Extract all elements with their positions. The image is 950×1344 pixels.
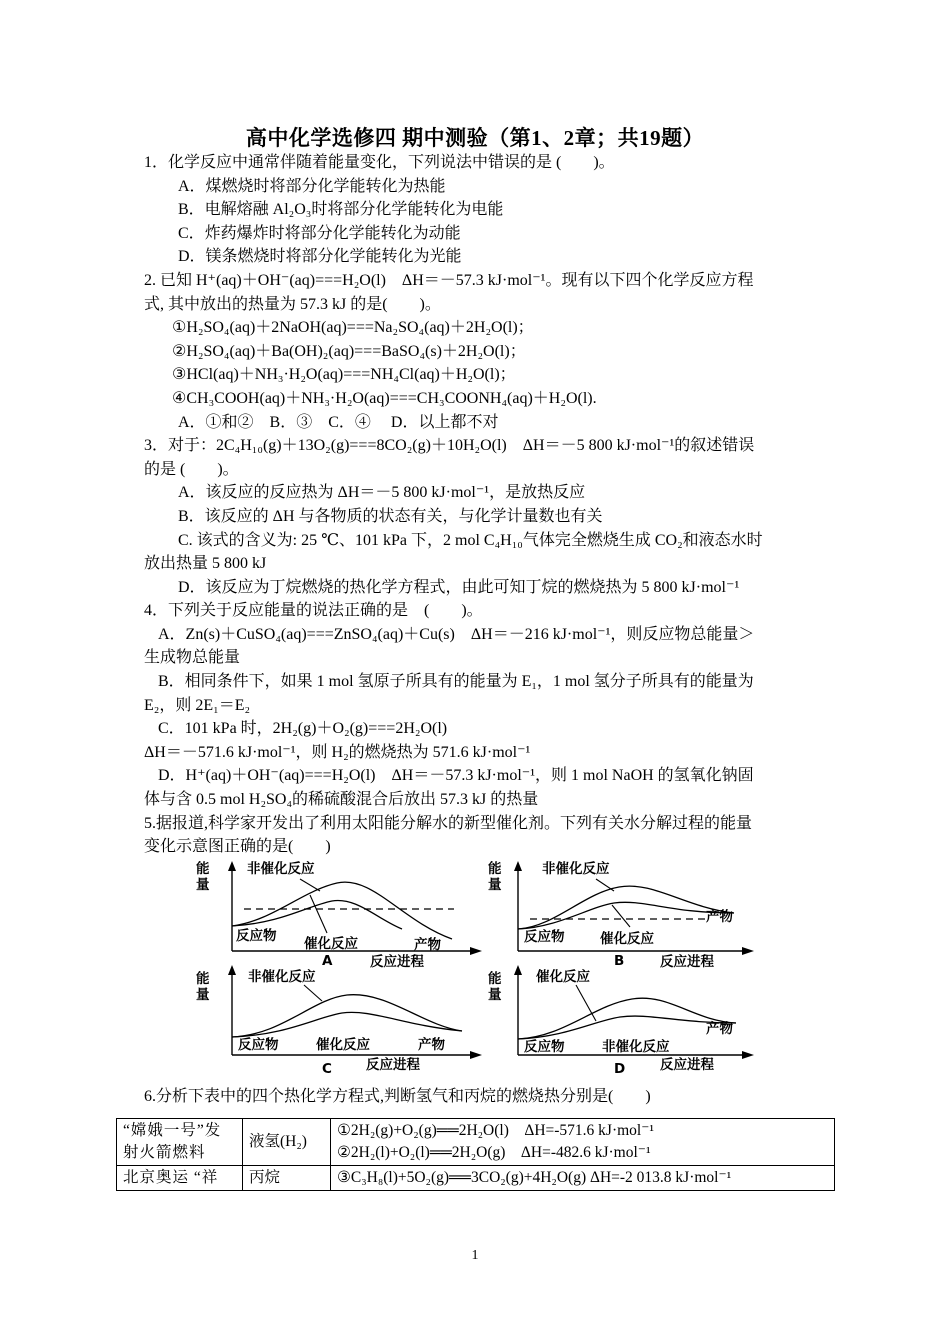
- product-label: 产物: [706, 1020, 733, 1037]
- page-number: 1: [471, 1248, 479, 1263]
- fig-label-c: C: [322, 1060, 332, 1077]
- q2-equation-4: ④CH₃COOH(aq)＋NH₃·H₂O(aq)===CH₃COONH₄(aq)＋H₂O(l).: [172, 389, 597, 407]
- q2-equation-3: ③HCl(aq)＋NH₃·H₂O(aq)===NH₄Cl(aq)＋H₂O(l)；: [172, 366, 516, 384]
- q2-stem-line2: 式, 其中放出的热量为 57.3 kJ 的是( )。: [144, 295, 441, 313]
- q3-option-c-line2: 放出热量 5 800 kJ: [144, 555, 267, 573]
- energy-diagram-c: [192, 965, 502, 1075]
- product-label: 产物: [706, 908, 733, 925]
- q1-option-d: D．镁条燃烧时将部分化学能转化为光能: [178, 248, 462, 266]
- q3-option-b: B．该反应的 ΔH 与各物质的状态有关，与化学计量数也有关: [178, 507, 603, 525]
- q5-stem-line1: 5.据报道,科学家开发出了利用太阳能分解水的新型催化剂。下列有关水分解过程的能量: [144, 814, 753, 832]
- fig-label-a: A: [322, 952, 333, 969]
- y-axis-label: 量: [488, 986, 502, 1003]
- x-axis-label: 反应进程: [370, 953, 424, 970]
- q4-option-b-line2: E₂，则 2E₁＝E₂: [144, 696, 251, 714]
- q6-stem: 6.分析下表中的四个热化学方程式,判断氢气和丙烷的燃烧热分别是( ): [144, 1087, 651, 1105]
- q3-stem-line1: 3．对于：2C₄H₁₀(g)＋13O₂(g)===8CO₂(g)＋10H₂O(l) ΔH＝－5 800 kJ·mol⁻¹的叙述错误: [144, 437, 755, 455]
- table-row: [117, 1119, 835, 1166]
- fig-label-b: B: [614, 952, 625, 969]
- y-axis-label: 能: [488, 970, 502, 987]
- cat-label: 催化反应: [600, 930, 654, 947]
- q1-option-c: C．炸药爆炸时将部分化学能转化为动能: [178, 224, 461, 242]
- energy-diagram-b: [484, 861, 794, 971]
- energy-diagram-a: [192, 861, 502, 971]
- q1-stem: 1．化学反应中通常伴随着能量变化，下列说法中错误的是 ( )。: [144, 154, 615, 171]
- reactant-label: 反应物: [524, 1038, 565, 1055]
- x-axis-label: 反应进程: [366, 1056, 420, 1073]
- y-axis-label: 能: [196, 860, 210, 877]
- cat-label: 催化反应: [316, 1036, 370, 1053]
- equation-3: ③C₃H₈(l)+5O₂(g)══3CO₂(g)+4H₂O(g) ΔH=-2 013.8 kJ·mol⁻¹: [331, 1166, 835, 1191]
- y-axis-label: 能: [488, 860, 502, 877]
- table-cell: 北京奥运 “祥: [117, 1166, 243, 1191]
- equation-1: ①2H₂(g)+O₂(g)══2H₂O(l) ΔH=-571.6 kJ·mol⁻¹: [337, 1122, 655, 1139]
- energy-diagrams: [144, 861, 810, 1077]
- question-list: [144, 151, 810, 1108]
- cat-label: 催化反应: [536, 968, 590, 985]
- y-axis-label: 量: [196, 986, 210, 1003]
- cat-label: 催化反应: [304, 935, 358, 952]
- page-title: 高中化学选修四 期中测验（第1、2章；共19题）: [245, 126, 705, 150]
- fig-label-d: D: [614, 1060, 626, 1077]
- q4-option-d-line1: D．H⁺(aq)＋OH⁻(aq)===H₂O(l) ΔH＝－57.3 kJ·mol⁻¹，则 1 mol NaOH 的氢氧化钠固: [158, 767, 754, 785]
- q2-equation-1: ①H₂SO₄(aq)＋2NaOH(aq)===Na₂SO₄(aq)＋2H₂O(l)；: [172, 319, 534, 337]
- q3-option-c-line1: C. 该式的含义为: 25 ℃、101 kPa 下，2 mol C₄H₁₀气体完全燃烧生成 CO₂和液态水时: [178, 531, 763, 549]
- y-axis-label: 量: [196, 876, 210, 893]
- equation-2: ②2H₂(l)+O₂(l)══2H₂O(g) ΔH=-482.6 kJ·mol⁻¹: [337, 1144, 651, 1161]
- table-row: [117, 1166, 835, 1191]
- q4-option-a-line1: A．Zn(s)＋CuSO₄(aq)===ZnSO₄(aq)＋Cu(s) ΔH＝－216 kJ·mol⁻¹，则反应物总能量＞: [158, 625, 755, 643]
- q1-option-b: B．电解熔融 Al₂O₃时将部分化学能转化为电能: [178, 201, 504, 219]
- q4-option-b-line1: B．相同条件下，如果 1 mol 氢原子所具有的能量为 E₁，1 mol 氢分子所具有的能量为: [158, 673, 754, 691]
- noncat-label: 非催化反应: [247, 860, 315, 877]
- reactant-label: 反应物: [524, 928, 565, 945]
- q2-stem-line1: 2. 已知 H⁺(aq)＋OH⁻(aq)===H₂O(l) ΔH＝－57.3 kJ·mol⁻¹。现有以下四个化学反应方程: [144, 271, 754, 289]
- table-cell: “嫦娥一号”发射火箭燃料: [117, 1119, 243, 1166]
- energy-diagram-d: [484, 965, 794, 1075]
- q4-stem: 4．下列关于反应能量的说法正确的是 ( )。: [144, 602, 483, 620]
- table-cell: 丙烷: [243, 1166, 331, 1191]
- y-axis-label: 量: [488, 876, 502, 893]
- table-cell: 液氢(H₂): [243, 1119, 331, 1166]
- x-axis-label: 反应进程: [660, 1056, 714, 1073]
- q3-option-a: A．该反应的反应热为 ΔH＝－5 800 kJ·mol⁻¹，是放热反应: [178, 484, 586, 502]
- q4-option-c-line1: C．101 kPa 时，2H₂(g)＋O₂(g)===2H₂O(l): [158, 720, 448, 738]
- product-label: 产物: [418, 1036, 445, 1053]
- q3-option-d: D．该反应为丁烷燃烧的热化学方程式，由此可知丁烷的燃烧热为 5 800 kJ·mol⁻¹: [178, 578, 740, 596]
- q4-option-c-line2: ΔH＝－571.6 kJ·mol⁻¹，则 H₂的燃烧热为 571.6 kJ·mol⁻¹: [144, 743, 531, 761]
- noncat-label: 非催化反应: [248, 968, 316, 985]
- q6-table: [116, 1118, 835, 1191]
- x-axis-label: 反应进程: [660, 953, 714, 970]
- noncat-label: 非催化反应: [602, 1038, 670, 1055]
- noncat-label: 非催化反应: [542, 860, 610, 877]
- reactant-label: 反应物: [236, 927, 277, 944]
- q4-option-a-line2: 生成物总能量: [144, 649, 241, 667]
- q2-options: A．①和② B．③ C．④ D．以上都不对: [178, 413, 499, 431]
- table-cell: [331, 1119, 835, 1166]
- q4-option-d-line2: 体与含 0.5 mol H₂SO₄的稀硫酸混合后放出 57.3 kJ 的热量: [144, 791, 539, 809]
- y-axis-label: 能: [196, 970, 210, 987]
- product-label: 产物: [414, 936, 441, 953]
- q3-stem-line2: 的是 ( )。: [144, 460, 239, 478]
- q1-option-a: A．煤燃烧时将部分化学能转化为热能: [178, 177, 446, 195]
- reactant-label: 反应物: [238, 1036, 279, 1053]
- q5-stem-line2: 变化示意图正确的是( ): [144, 838, 331, 856]
- q2-equation-2: ②H₂SO₄(aq)＋Ba(OH)₂(aq)===BaSO₄(s)＋2H₂O(l)；: [172, 342, 526, 360]
